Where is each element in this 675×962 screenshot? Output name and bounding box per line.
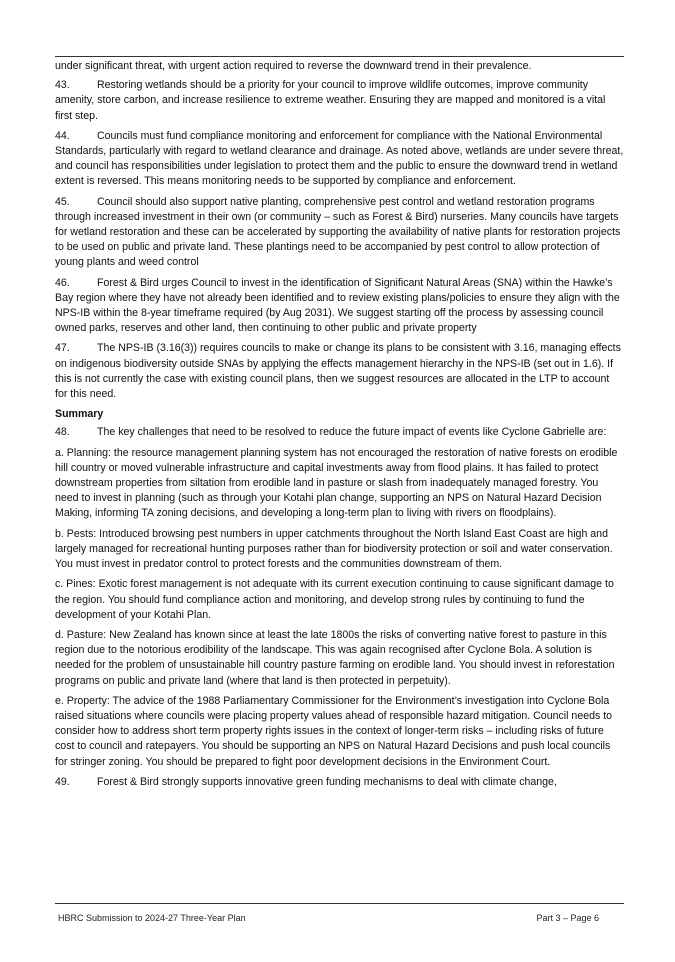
- paragraph-number: 47.: [55, 342, 70, 355]
- paragraph-48: [55, 425, 624, 440]
- paragraph-number: 45.: [55, 195, 70, 208]
- paragraph-number: 44.: [55, 129, 70, 142]
- document-body: [55, 59, 624, 795]
- paragraph-text: Councils must fund compliance monitoring and enforcement for compliance with the National Environmental Standards, particularly with regard to wetland clearance and drainage. As noted above, wetlands are under severe threat, and council has responsibilities under legislation to protect them and the public to ensure the downward trend in wetland extent is reversed. This means monitoring needs to be supported by compliance and enforcement.: [55, 129, 624, 188]
- footer-page-number: Part 3 – Page 6: [536, 913, 599, 923]
- paragraph-47: [55, 341, 624, 402]
- paragraph-text: The key challenges that need to be resolved to reduce the future impact of events like Cyclone Gabrielle are:: [97, 426, 607, 439]
- challenge-pasture: d. Pasture: New Zealand has known since at least the late 1800s the risks of converting native forest to pasture in this region due to the notorious erodibility of the landscape. This was again recognised after Cyclone Bola. A solution is needed for the problem of unsustainable hill country pasture farming on erodible land. You should invest in reforestation programs on public and private land (where that land is then protected in perpetuity).: [55, 628, 615, 687]
- paragraph-number: 48.: [55, 426, 70, 439]
- header-rule: [55, 56, 624, 57]
- challenge-property: e. Property: The advice of the 1988 Parliamentary Commissioner for the Environment’s investigation into Cyclone Bola raised situations where councils were placing property values ahead of responsible hazard mitigation. Council needs to consider how to address short term property rights issues in the context of longer-term risks – including risks of future cost to council and ratepayers. You should be supporting an NPS on Natural Hazard Decisions and push local councils for stringer zoning. You should be prepared to fight poor development decisions in the Environment Court.: [55, 694, 613, 768]
- challenge-pines: c. Pines: Exotic forest management is not adequate with its current execution continuing to cause significant damage to the region. You should fund compliance action and monitoring, and develop strong rules by continuing to fund the development of your Kotahi Plan.: [55, 578, 614, 621]
- challenge-pests: b. Pests: Introduced browsing pest numbers in upper catchments throughout the North Island East Coast are high and largely managed for recreational hunting purposes rather than for biodiversity protection or soil and water conservation. You must invest in predator control to protect forests and the communities downstream of them.: [55, 527, 613, 571]
- footer-document-title: HBRC Submission to 2024-27 Three-Year Plan: [58, 913, 246, 923]
- paragraph-text: Restoring wetlands should be a priority for your council to improve wildlife outcomes, improve community amenity, store carbon, and increase resilience to extreme weather. Ensuring they are mapped and monitored is a vital first step.: [55, 79, 606, 122]
- paragraph-text: The NPS-IB (3.16(3)) requires councils to make or change its plans to be consistent with 3.16, managing effects on indigenous biodiversity outside SNAs by applying the effects management hierarchy in the NPS-IB (set out in 1.6). If this is not currently the case with existing council plans, then we suggest resources are allocated in the LTP to account for this need.: [55, 342, 621, 401]
- paragraph-43: [55, 78, 624, 124]
- paragraph-number: 43.: [55, 79, 70, 92]
- paragraph-text: Council should also support native planting, comprehensive pest control and wetland restoration programs through increased investment in their own (or community – such as Forest & Bird) nurseries. Many councils have targets for wetland restoration and these can be accelerated by supporting the availability of native plants for restoration projects to be used on public and private land. These plantings need to be accompanied by pest control to allow protection of young plants and weed control: [55, 195, 621, 269]
- paragraph-46: [55, 276, 624, 337]
- paragraph-number: 46.: [55, 276, 70, 289]
- paragraph-text: Forest & Bird urges Council to invest in the identification of Significant Natural Areas (SNA) within the Hawke’s Bay region where they have not already been identified and to review existing plans/policies to ensure they align with the NPS-IB within the 8-year timeframe required (by Aug 2031). We suggest starting off the process by assessing council owned parks, reserves and other land, then continuing to other public and private property: [55, 276, 620, 335]
- paragraph-44: [55, 129, 624, 190]
- paragraph-continuation: under significant threat, with urgent action required to reverse the downward trend in their prevalence.: [55, 60, 532, 72]
- paragraph-number: 49.: [55, 775, 70, 788]
- footer-rule: [55, 903, 624, 904]
- summary-heading: Summary: [55, 408, 104, 421]
- challenge-planning: a. Planning: the resource management planning system has not encouraged the restoration of native forests on erodible hill country or moved vulnerable infrastructure and capital investments away from flood plains. It has failed to protect downstream properties from siltation from erodible land in pasture or slash from inadequately managed forestry. You need to invest in planning (such as through your Kotahi plan change, supporting an NPS on Natural Hazard Decision Making, informing TA zoning decisions, and developing a long-term plan to living with rivers on floodplains).: [55, 446, 618, 520]
- paragraph-45: [55, 195, 624, 271]
- paragraph-text: Forest & Bird strongly supports innovative green funding mechanisms to deal with climate change,: [97, 775, 557, 788]
- paragraph-49: [55, 775, 624, 790]
